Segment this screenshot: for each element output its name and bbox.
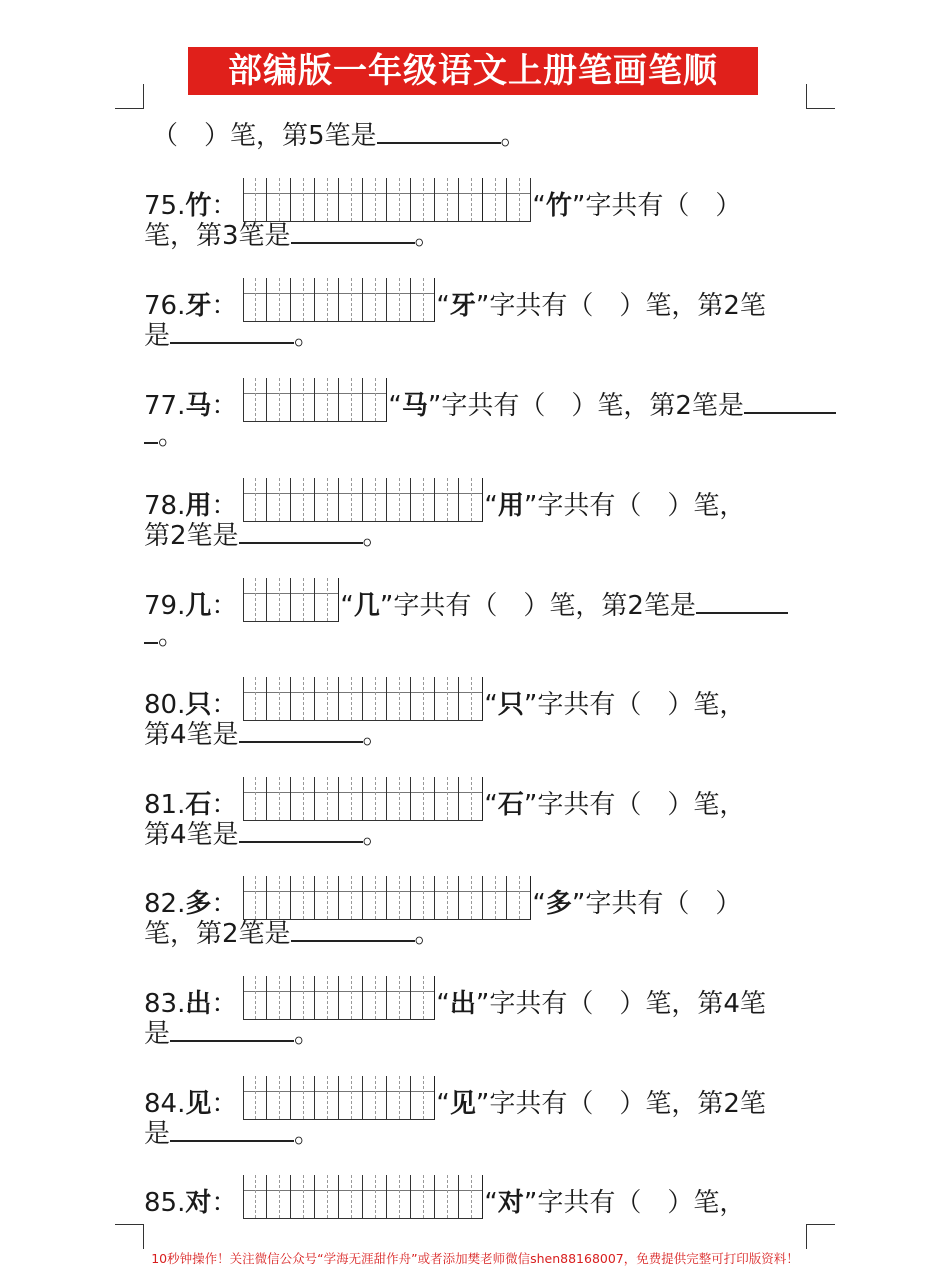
answer-blank[interactable]	[170, 1118, 294, 1142]
quote-open: “	[532, 191, 546, 221]
question-char: 对	[185, 1188, 212, 1218]
question-char: 竹	[185, 191, 212, 221]
answer-blank[interactable]	[291, 220, 415, 244]
stroke-grid[interactable]	[243, 1076, 435, 1120]
quote-open: “	[484, 1188, 498, 1218]
quoted-char: 竹	[545, 191, 572, 221]
question-83	[144, 976, 766, 1020]
quoted-char: 石	[497, 790, 524, 820]
period: 。	[500, 121, 527, 151]
question-82-line2	[144, 918, 441, 950]
period: 。	[414, 221, 441, 251]
quoted-char: 几	[353, 591, 380, 621]
period: 。	[362, 720, 389, 750]
period: 。	[158, 621, 185, 651]
question-text: 第4笔是	[144, 720, 239, 750]
carryover-line	[152, 120, 527, 152]
stroke-grid[interactable]	[243, 677, 483, 721]
question-82	[144, 876, 741, 920]
question-char: 多	[185, 889, 212, 919]
quote-open: “	[436, 291, 450, 321]
question-80	[144, 677, 745, 721]
question-79	[144, 578, 788, 622]
answer-blank[interactable]	[239, 819, 363, 843]
question-char: 马	[185, 391, 212, 421]
question-77	[144, 378, 836, 422]
quoted-char: 见	[449, 1089, 476, 1119]
quoted-char: 马	[401, 391, 428, 421]
question-79-line2	[144, 620, 184, 652]
quote-open: “	[532, 889, 546, 919]
quoted-char: 牙	[449, 291, 476, 321]
quote-open: “	[436, 1089, 450, 1119]
stroke-grid[interactable]	[243, 578, 339, 622]
crop-mark-top-left	[115, 84, 144, 109]
question-char: 用	[185, 491, 212, 521]
period: 。	[158, 421, 185, 451]
answer-blank[interactable]	[291, 918, 415, 942]
question-80-line2	[144, 719, 389, 751]
quote-open: “	[388, 391, 402, 421]
question-char: 见	[185, 1089, 212, 1119]
quote-open: “	[484, 690, 498, 720]
question-text: ”字共有（ ）笔，第2笔	[475, 1089, 766, 1119]
question-number: 77.	[144, 391, 186, 421]
question-text: ”字共有（ ）笔，	[523, 1188, 746, 1218]
question-76	[144, 278, 766, 322]
quoted-char: 多	[545, 889, 572, 919]
stroke-grid[interactable]	[243, 278, 435, 322]
quote-open: “	[484, 491, 498, 521]
question-text: ”字共有（ ）笔，第4笔	[475, 989, 766, 1019]
period: 。	[362, 521, 389, 551]
question-text: ”字共有（ ）笔，	[523, 790, 746, 820]
question-78-line2	[144, 520, 389, 552]
colon: ：	[211, 491, 238, 521]
period: 。	[294, 1119, 321, 1149]
question-text: 笔，第3笔是	[144, 221, 291, 251]
question-76-line2	[144, 320, 320, 352]
stroke-grid[interactable]	[243, 478, 483, 522]
question-char: 几	[185, 591, 212, 621]
colon: ：	[211, 790, 238, 820]
crop-mark-bottom-left	[115, 1224, 144, 1249]
question-77-line2	[144, 420, 184, 452]
question-number: 84.	[144, 1089, 186, 1119]
question-text: ”字共有（ ）笔，	[523, 491, 746, 521]
colon: ：	[211, 191, 238, 221]
question-75-line2	[144, 220, 441, 252]
quote-open: “	[340, 591, 354, 621]
question-text: ”字共有（ ）	[571, 191, 742, 221]
question-number: 78.	[144, 491, 186, 521]
question-number: 76.	[144, 291, 186, 321]
question-text: 是	[144, 1019, 171, 1049]
answer-blank-cont[interactable]	[144, 420, 158, 444]
colon: ：	[211, 1089, 238, 1119]
quote-open: “	[436, 989, 450, 1019]
quoted-char: 对	[497, 1188, 524, 1218]
stroke-grid[interactable]	[243, 378, 387, 422]
question-number: 83.	[144, 989, 186, 1019]
quoted-char: 只	[497, 690, 524, 720]
answer-blank[interactable]	[696, 590, 788, 614]
stroke-grid[interactable]	[243, 976, 435, 1020]
stroke-grid[interactable]	[243, 1175, 483, 1219]
crop-mark-top-right	[806, 84, 835, 109]
question-84	[144, 1076, 766, 1120]
answer-blank[interactable]	[170, 1018, 294, 1042]
question-number: 82.	[144, 889, 186, 919]
question-char: 只	[185, 690, 212, 720]
period: 。	[294, 321, 321, 351]
question-text: 笔，第2笔是	[144, 919, 291, 949]
question-81	[144, 777, 745, 821]
page-title: 部编版一年级语文上册笔画笔顺	[188, 47, 758, 95]
question-text: 第2笔是	[144, 521, 239, 551]
colon: ：	[211, 690, 238, 720]
question-text: ”字共有（ ）笔，第2笔是	[427, 391, 744, 421]
question-85	[144, 1175, 745, 1219]
question-char: 石	[185, 790, 212, 820]
question-number: 85.	[144, 1188, 186, 1218]
quote-open: “	[484, 790, 498, 820]
question-text: 是	[144, 1119, 171, 1149]
question-text: ”字共有（ ）笔，第2笔	[475, 291, 766, 321]
stroke-grid[interactable]	[243, 777, 483, 821]
colon: ：	[211, 889, 238, 919]
quoted-char: 出	[449, 989, 476, 1019]
answer-blank-cont[interactable]	[144, 620, 158, 644]
question-number: 80.	[144, 690, 186, 720]
question-text: ”字共有（ ）	[571, 889, 742, 919]
question-number: 81.	[144, 790, 186, 820]
carryover-text: （ ）笔，第5笔是	[152, 121, 377, 151]
colon: ：	[211, 391, 238, 421]
question-number: 79.	[144, 591, 186, 621]
answer-blank[interactable]	[239, 719, 363, 743]
answer-blank[interactable]	[239, 520, 363, 544]
answer-blank[interactable]	[744, 390, 836, 414]
question-text: 第4笔是	[144, 820, 239, 850]
question-83-line2	[144, 1018, 320, 1050]
colon: ：	[211, 591, 238, 621]
period: 。	[362, 820, 389, 850]
question-char: 牙	[185, 291, 212, 321]
period: 。	[294, 1019, 321, 1049]
question-78	[144, 478, 745, 522]
question-81-line2	[144, 819, 389, 851]
colon: ：	[211, 1188, 238, 1218]
answer-blank[interactable]	[377, 120, 501, 144]
question-char: 出	[185, 989, 212, 1019]
question-text: 是	[144, 321, 171, 351]
question-75	[144, 178, 741, 222]
quoted-char: 用	[497, 491, 524, 521]
question-number: 75.	[144, 191, 186, 221]
question-text: ”字共有（ ）笔，第2笔是	[379, 591, 696, 621]
period: 。	[414, 919, 441, 949]
colon: ：	[211, 989, 238, 1019]
stroke-grid[interactable]	[243, 876, 531, 920]
stroke-grid[interactable]	[243, 178, 531, 222]
footer-note: 10秒钟操作！关注微信公众号“学海无涯甜作舟”或者添加樊老师微信shen88168007，免费提供完整可打印版资料！	[151, 1251, 799, 1266]
question-text: ”字共有（ ）笔，	[523, 690, 746, 720]
question-84-line2	[144, 1118, 320, 1150]
answer-blank[interactable]	[170, 320, 294, 344]
colon: ：	[211, 291, 238, 321]
crop-mark-bottom-right	[806, 1224, 835, 1249]
